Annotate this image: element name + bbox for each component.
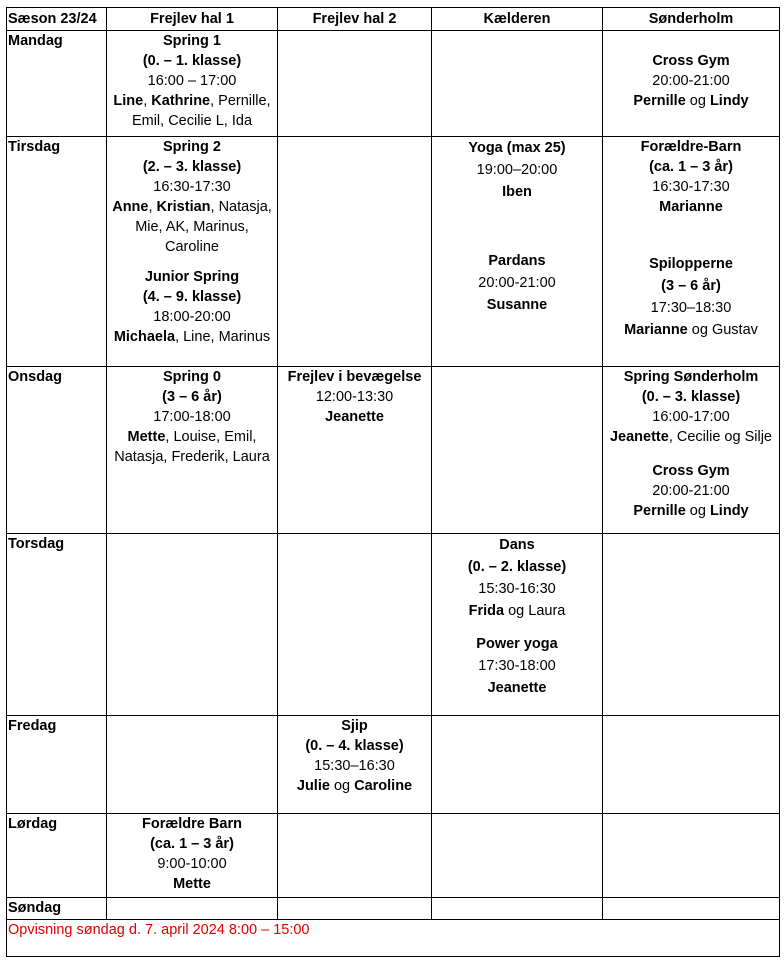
cell-tirsdag-kaelderen: Yoga (max 25) 19:00–20:00 Iben Pardans 20:00-21:00 Susanne: [432, 137, 603, 367]
cell-mandag-sonderholm: Cross Gym 20:00-21:00 Pernille og Lindy: [603, 31, 780, 137]
season-header: Sæson 23/24: [7, 8, 107, 31]
row-torsdag: [7, 534, 780, 716]
cell-lordag-hal2: [278, 814, 432, 898]
cell-torsdag-hal1: [107, 534, 278, 716]
cell-fredag-hal2: Sjip (0. – 4. klasse) 15:30–16:30 Julie og Caroline: [278, 716, 432, 814]
cell-lordag-sonderholm: [603, 814, 780, 898]
day-label-lordag: Lørdag: [7, 814, 107, 898]
cell-lordag-hal1: Forældre Barn (ca. 1 – 3 år) 9:00-10:00 Mette: [107, 814, 278, 898]
day-label-onsdag: Onsdag: [7, 367, 107, 534]
cell-torsdag-kaelderen: Dans (0. – 2. klasse) 15:30-16:30 Frida og Laura Power yoga 17:30-18:00 Jeanette: [432, 534, 603, 716]
col-header-frejlev-hal-1: Frejlev hal 1: [107, 8, 278, 31]
cell-torsdag-hal2: [278, 534, 432, 716]
day-label-torsdag: Torsdag: [7, 534, 107, 716]
cell-fredag-kaelderen: [432, 716, 603, 814]
day-label-fredag: Fredag: [7, 716, 107, 814]
cell-mandag-hal2: [278, 31, 432, 137]
cell-sondag-kaelderen: [432, 898, 603, 920]
cell-mandag-kaelderen: [432, 31, 603, 137]
row-sondag: [7, 898, 780, 920]
col-header-kaelderen: Kælderen: [432, 8, 603, 31]
cell-sondag-hal1: [107, 898, 278, 920]
cell-onsdag-kaelderen: [432, 367, 603, 534]
col-header-sonderholm: Sønderholm: [603, 8, 780, 31]
schedule-table: [6, 7, 780, 957]
day-label-tirsdag: Tirsdag: [7, 137, 107, 367]
row-tirsdag: [7, 137, 780, 367]
cell-mandag-hal1: Spring 1 (0. – 1. klasse) 16:00 – 17:00 Line, Kathrine, Pernille, Emil, Cecilie L, Ida: [107, 31, 278, 137]
header-row: [7, 8, 780, 31]
cell-tirsdag-hal1: Spring 2 (2. – 3. klasse) 16:30-17:30 Anne, Kristian, Natasja, Mie, AK, Marinus, Caroline Junior Spring (4. – 9. klasse) 18:00-20:00 Michaela, Line, Marinus: [107, 137, 278, 367]
cell-sondag-hal2: [278, 898, 432, 920]
cell-onsdag-hal2: Frejlev i bevægelse 12:00-13:30 Jeanette: [278, 367, 432, 534]
cell-fredag-hal1: [107, 716, 278, 814]
cell-tirsdag-hal2: [278, 137, 432, 367]
cell-fredag-sonderholm: [603, 716, 780, 814]
row-lordag: [7, 814, 780, 898]
footer-row: [7, 920, 780, 957]
col-header-frejlev-hal-2: Frejlev hal 2: [278, 8, 432, 31]
row-onsdag: [7, 367, 780, 534]
cell-sondag-sonderholm: [603, 898, 780, 920]
opvisning-note: Opvisning søndag d. 7. april 2024 8:00 – 15:00: [7, 920, 780, 957]
day-label-mandag: Mandag: [7, 31, 107, 137]
cell-torsdag-sonderholm: [603, 534, 780, 716]
cell-onsdag-sonderholm: Spring Sønderholm (0. – 3. klasse) 16:00-17:00 Jeanette, Cecilie og Silje Cross Gym 20:00-21:00 Pernille og Lindy: [603, 367, 780, 534]
row-mandag: [7, 31, 780, 137]
cell-tirsdag-sonderholm: Forældre-Barn (ca. 1 – 3 år) 16:30-17:30 Marianne Spilopperne (3 – 6 år) 17:30–18:30 Marianne og Gustav: [603, 137, 780, 367]
day-label-sondag: Søndag: [7, 898, 107, 920]
cell-lordag-kaelderen: [432, 814, 603, 898]
cell-onsdag-hal1: Spring 0 (3 – 6 år) 17:00-18:00 Mette, Louise, Emil, Natasja, Frederik, Laura: [107, 367, 278, 534]
row-fredag: [7, 716, 780, 814]
